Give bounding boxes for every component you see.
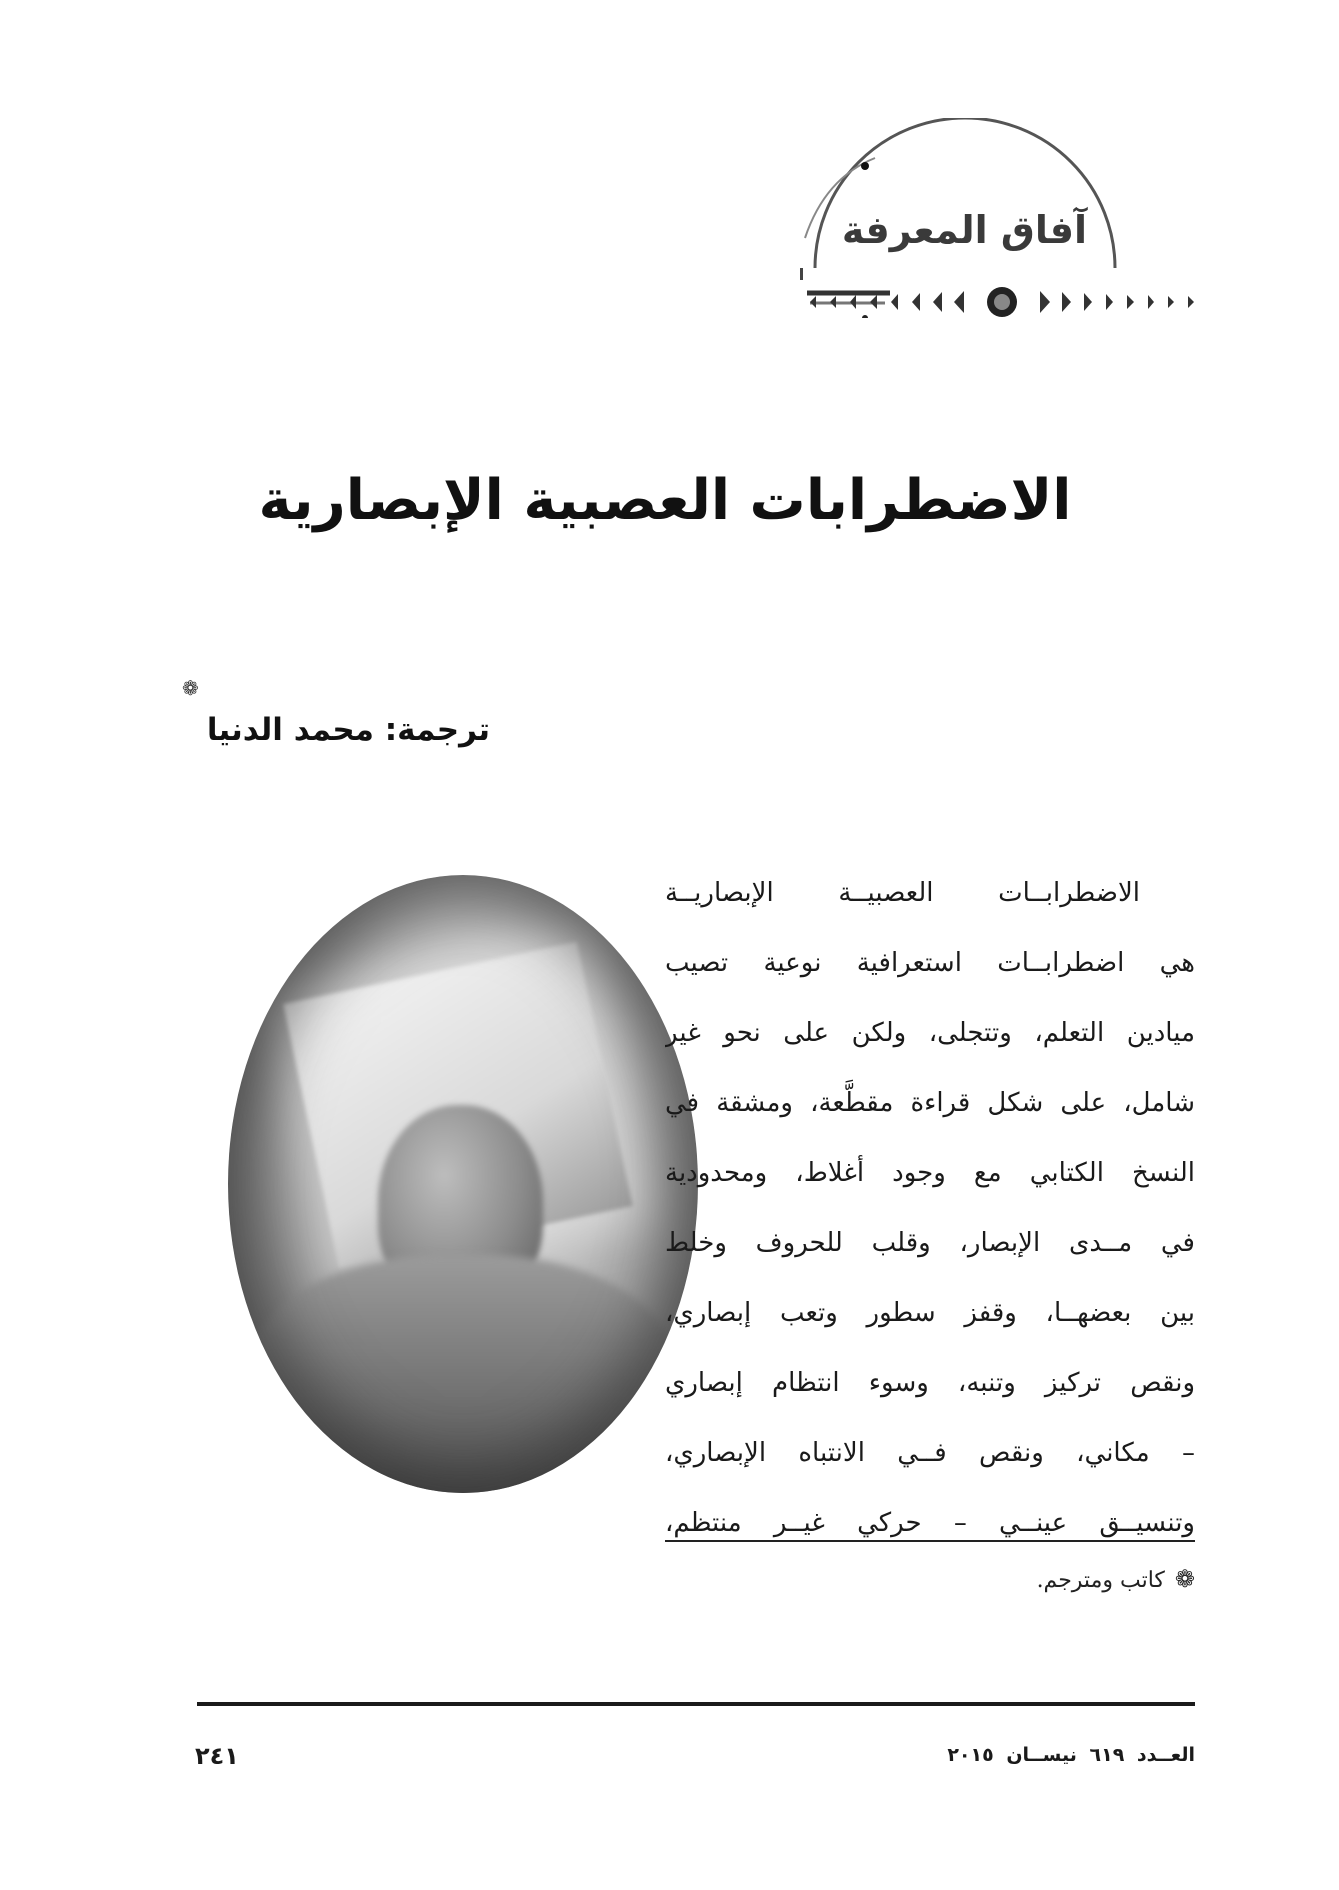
photo-vignette: [228, 875, 698, 1493]
footnote-divider: [665, 1540, 1195, 1542]
logo-ornament: [805, 285, 1200, 323]
article-body: [665, 858, 1195, 1558]
body-line: هي اضطرابــات استعرافية نوعية تصيب: [665, 948, 1195, 978]
issue-info: العــدد ٦١٩ نيســان ٢٠١٥: [947, 1744, 1195, 1766]
footnote-text: كاتب ومترجم.: [1036, 1568, 1165, 1593]
body-line: الاضطرابــات العصبيــة الإبصاريــة: [665, 878, 1140, 908]
author-line: ترجمة: محمد الدنيا: [206, 712, 490, 748]
article-title: الاضطرابات العصبية الإبصارية: [258, 468, 1072, 533]
footnote: [800, 1565, 1195, 1593]
body-line: – مكاني، ونقص فــي الانتباه الإبصاري،: [665, 1438, 1195, 1468]
body-line: النسخ الكتابي مع وجود أغلاط، ومحدودية: [665, 1158, 1195, 1188]
page-number: ٢٤١: [195, 1742, 239, 1770]
body-line: بين بعضهــا، وقفز سطور وتعب إبصاري،: [665, 1298, 1195, 1328]
body-line: في مــدى الإبصار، وقلب للحروف وخلط: [665, 1228, 1195, 1258]
body-line: ونقص تركيز وتنبه، وسوء انتظام إبصاري: [665, 1368, 1195, 1398]
body-line: ميادين التعلم، وتتجلى، ولكن على نحو غير: [665, 1018, 1195, 1048]
article-photo: [228, 875, 698, 1493]
logo-text: آفاق المعرفة: [841, 208, 1087, 252]
author-marker-icon: ❁: [182, 676, 199, 700]
ornament-dots-icon: [805, 285, 1200, 319]
footnote-marker-icon: ❁: [1174, 1565, 1195, 1593]
body-line: وتنسيــق عينــي – حركي غيــر منتظم،: [665, 1508, 1195, 1538]
body-line: شامل، على شكل قراءة مقطَّعة، ومشقة في: [665, 1088, 1195, 1118]
footer-divider: [197, 1702, 1195, 1706]
